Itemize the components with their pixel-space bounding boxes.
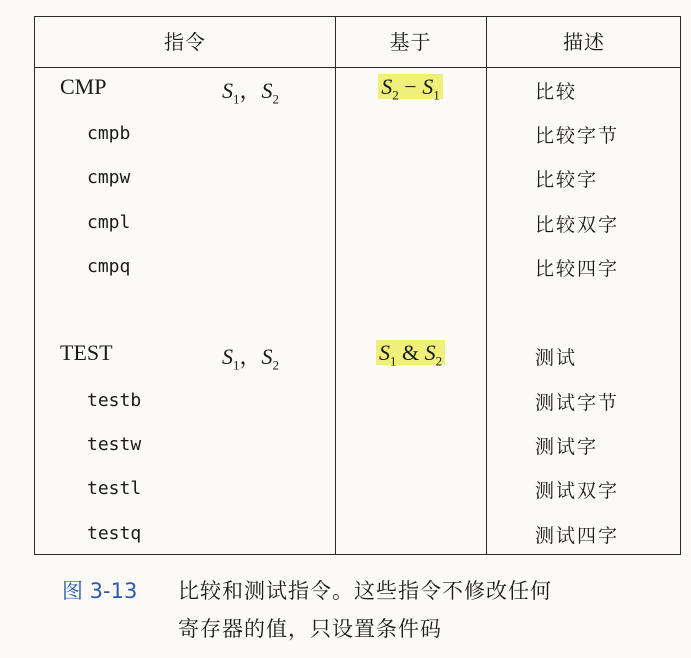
operands-cmp: $S_1$，$S_2$ [222, 78, 280, 107]
instruction-cmp: CMP [60, 74, 107, 99]
highlight-mark: $S_2 - S_1$ [378, 74, 442, 99]
basis-cmp [335, 74, 486, 103]
description-cmpl: 比较双字 [535, 214, 620, 236]
figure-caption [62, 572, 552, 648]
caption-text-1: 比较和测试指令。这些指令不修改任何 [178, 579, 552, 603]
instruction-cmpl: cmpl [87, 212, 131, 233]
description-testb: 测试字节 [535, 392, 620, 414]
header-instruction: 指令 [164, 30, 206, 54]
instruction-cmpw: cmpw [87, 167, 131, 188]
instruction-test: TEST [60, 340, 113, 365]
highlight-mark: $S_1$ & $S_2$ [376, 340, 445, 365]
instruction-testb: testb [87, 390, 142, 411]
instruction-cmpq: cmpq [87, 256, 131, 277]
description-testq: 测试四字 [535, 525, 620, 547]
description-cmpq: 比较四字 [535, 258, 620, 280]
header-basis: 基于 [389, 30, 432, 54]
description-testl: 测试双字 [535, 480, 620, 502]
description-test: 测试 [535, 347, 578, 369]
caption-line-1 [62, 572, 552, 610]
header-divider [35, 67, 680, 68]
caption-line-2: 寄存器的值，只设置条件码 [178, 617, 442, 641]
instruction-table [34, 16, 681, 555]
header-description: 描述 [563, 30, 605, 54]
operands-test: $S_1$，$S_2$ [222, 344, 280, 373]
column-divider [486, 17, 487, 554]
figure-number: 图 3-13 [62, 579, 138, 603]
instruction-cmpb: cmpb [87, 123, 131, 144]
basis-test [335, 340, 486, 369]
description-cmpw: 比较字 [535, 169, 599, 191]
instruction-testq: testq [87, 523, 142, 544]
description-testw: 测试字 [535, 436, 599, 458]
description-cmpb: 比较字节 [535, 125, 620, 147]
description-cmp: 比较 [535, 81, 578, 103]
instruction-testl: testl [87, 478, 142, 499]
instruction-testw: testw [87, 434, 142, 455]
